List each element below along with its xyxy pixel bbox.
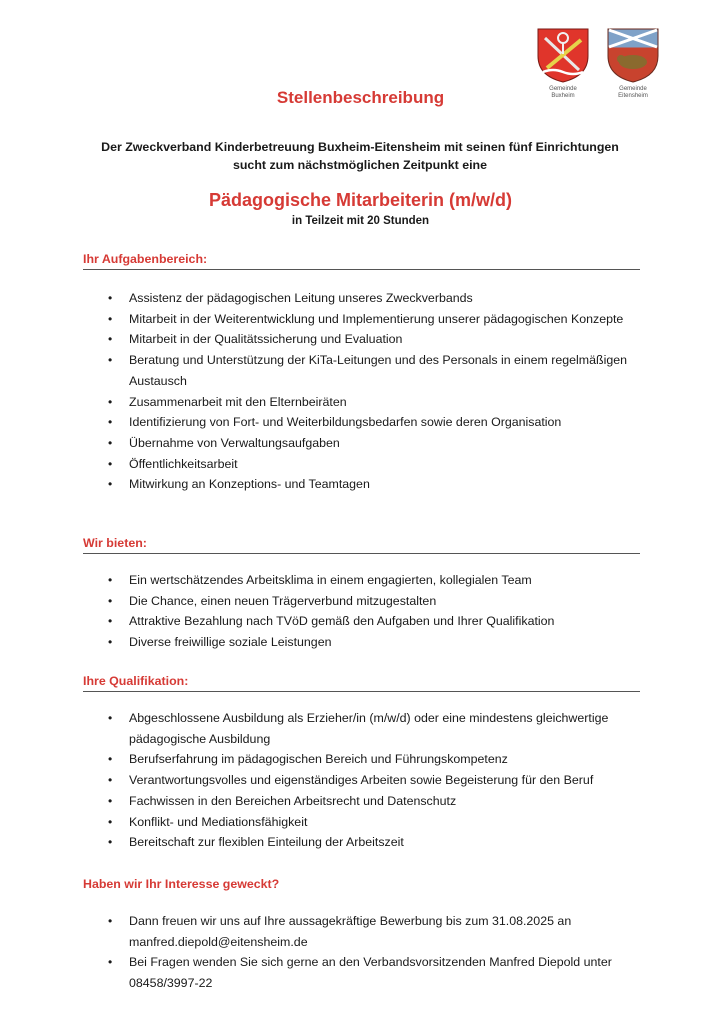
intro-text: [60, 138, 660, 174]
list-item: • Konflikt- und Mediationsfähigkeit: [108, 812, 648, 833]
intro-line: Der Zweckverband Kinderbetreuung Buxheim-Eitensheim mit seinen fünf Einrichtungen: [101, 140, 619, 154]
list-item: • Attraktive Bezahlung nach TVöD gemäß den Aufgaben und Ihrer Qualifikation: [108, 611, 648, 632]
qualification-list: [108, 708, 648, 853]
contact-list: [108, 911, 648, 994]
job-title: Pädagogische Mitarbeiterin (m/w/d): [208, 190, 513, 210]
job-subtitle: in Teilzeit mit 20 Stunden: [291, 215, 430, 227]
list-item: • Übernahme von Verwaltungsaufgaben: [108, 433, 648, 454]
section-heading-contact: Haben wir Ihr Interesse geweckt?: [83, 877, 280, 891]
crest-label-line: Gemeinde: [549, 86, 577, 92]
list-item: • Diverse freiwillige soziale Leistungen: [108, 632, 648, 653]
list-item: • Berufserfahrung im pädagogischen Bereich und Führungskompetenz: [108, 749, 648, 770]
list-item: • Bei Fragen wenden Sie sich gerne an den Verbandsvorsitzenden Manfred Diepold unter 08458/3997-22: [108, 952, 648, 993]
list-item: • Bereitschaft zur flexiblen Einteilung der Arbeitszeit: [108, 832, 648, 853]
offer-list: [108, 570, 648, 653]
list-item: • Dann freuen wir uns auf Ihre aussagekräftige Bewerbung bis zum 31.08.2025 an manfred.diepold@eitensheim.de: [108, 911, 648, 952]
list-item: • Zusammenarbeit mit den Elternbeiräten: [108, 392, 648, 413]
crest-label-line: Buxheim: [551, 93, 575, 99]
list-item: • Mitarbeit in der Weiterentwicklung und Implementierung unserer pädagogischen Konzepte: [108, 309, 648, 330]
section-heading-offer: Wir bieten:: [83, 536, 640, 554]
section-heading-tasks: Ihr Aufgabenbereich:: [83, 252, 640, 270]
list-item: • Ein wertschätzendes Arbeitsklima in einem engagierten, kollegialen Team: [108, 570, 648, 591]
section-heading-qualification: Ihre Qualifikation:: [83, 674, 640, 692]
list-item: • Die Chance, einen neuen Trägerverbund mitzugestalten: [108, 591, 648, 612]
crest-label-line: Gemeinde: [619, 86, 647, 92]
list-item: • Mitwirkung an Konzeptions- und Teamtagen: [108, 474, 648, 495]
tasks-list: [108, 288, 648, 495]
intro-line: sucht zum nächstmöglichen Zeitpunkt eine: [232, 158, 488, 172]
list-item: • Assistenz der pädagogischen Leitung unseres Zweckverbands: [108, 288, 648, 309]
list-item: • Mitarbeit in der Qualitätssicherung und Evaluation: [108, 329, 648, 350]
list-item: • Identifizierung von Fort- und Weiterbildungsbedarfen sowie deren Organisation: [108, 412, 648, 433]
list-item: • Öffentlichkeitsarbeit: [108, 454, 648, 475]
buxheim-coat-of-arms-icon: [535, 26, 591, 84]
list-item: • Abgeschlossene Ausbildung als Erzieher/in (m/w/d) oder eine mindestens gleichwertige pädagogische Ausbildung: [108, 708, 648, 749]
eitensheim-coat-of-arms-icon: [605, 26, 661, 84]
list-item: • Beratung und Unterstützung der KiTa-Leitungen und des Personals in einem regelmäßigen Austausch: [108, 350, 648, 391]
document-title: Stellenbeschreibung: [276, 88, 445, 107]
list-item: • Verantwortungsvolles und eigenständiges Arbeiten sowie Begeisterung für den Beruf: [108, 770, 648, 791]
crest-label-line: Eitensheim: [618, 93, 648, 99]
list-item: • Fachwissen in den Bereichen Arbeitsrecht und Datenschutz: [108, 791, 648, 812]
